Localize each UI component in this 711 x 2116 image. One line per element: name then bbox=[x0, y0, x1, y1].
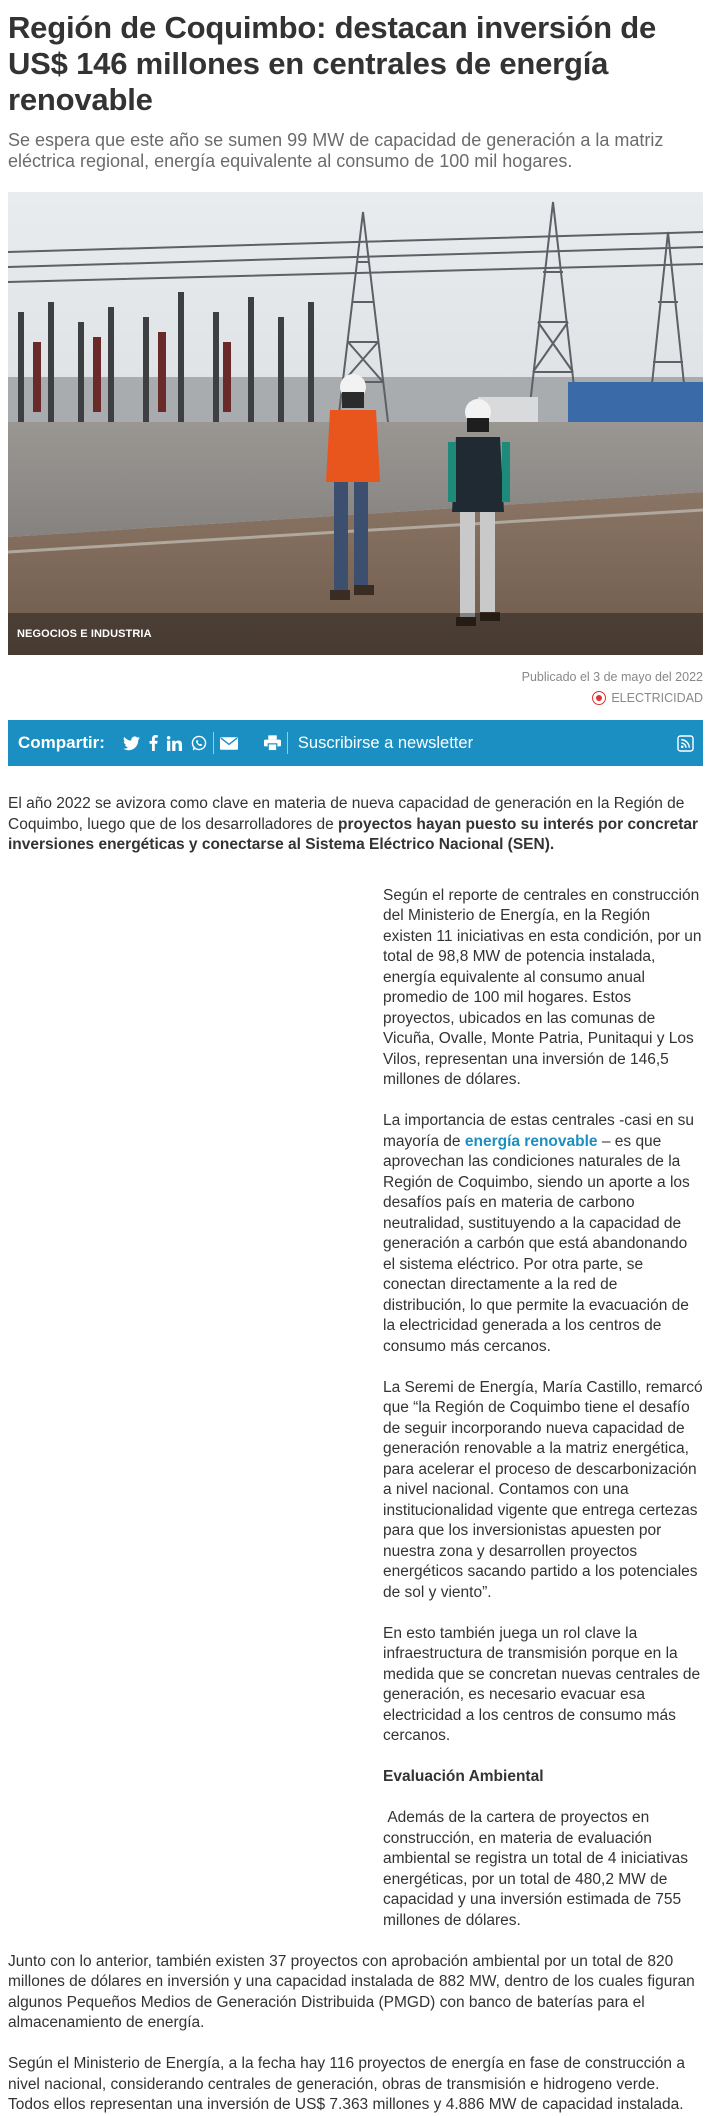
section-title: Evaluación Ambiental bbox=[383, 1768, 544, 1785]
email-icon[interactable] bbox=[220, 737, 238, 750]
share-bar bbox=[8, 720, 703, 766]
rss-icon[interactable] bbox=[678, 736, 693, 751]
paragraph-7: Según el Ministerio de Energía, a la fecha hay 116 proyectos de energía en fase de construcción a nivel nacional, considerando centrales de generación, obras de transmisión e hidrogeno verde. Todos ellos representan una inversión de US$ 7.363 millones y 4.886 MW de capacidad instalada. bbox=[8, 2055, 685, 2113]
paragraph-5: Además de la cartera de proyectos en construcción, en materia de evaluación ambiental se registra un total de 4 iniciativas energéticas, por un total de 480,2 MW de capacidad y una inversión estimada de 755 millones de dólares. bbox=[383, 1809, 693, 1929]
whatsapp-icon[interactable] bbox=[191, 735, 207, 751]
body-column bbox=[383, 886, 703, 1932]
lead-paragraph bbox=[8, 794, 703, 856]
image-caption: NEGOCIOS E INDUSTRIA bbox=[8, 613, 703, 655]
article-subtitle: Se espera que este año se sumen 99 MW de capacidad de generación a la matriz eléctrica regional, energía equivalente al consumo de 100 mil hogares. bbox=[8, 130, 664, 171]
paragraph-6: Junto con lo anterior, también existen 37 proyectos con aprobación ambiental por un total de 820 millones de dólares en inversión y una capacidad instalada de 882 MW, dentro de los cuales figuran algunos Pequeños Medios de Generación Distribuida (PMGD) con banco de baterías para el almacenamiento de energía. bbox=[8, 1952, 695, 2031]
newsletter-separator bbox=[287, 732, 288, 754]
hero-image bbox=[8, 192, 703, 655]
share-icons bbox=[123, 735, 207, 751]
paragraph-3-quote: La Seremi de Energía, María Castillo, remarcó que “la Región de Coquimbo tiene el desafío de seguir incorporando nueva capacidad de generación renovable a la matriz energética, para acelerar el proceso de descarbonización a nivel nacional. Contamos con una institucionalidad vigente que entrega certezas para que los inversionistas apuesten por nuestra zona y desarrollen proyectos energéticos sacando partido a los potenciales de sol y viento”. bbox=[383, 1378, 703, 1601]
paragraph-2-start: La importancia de estas centrales -casi en su mayoría de bbox=[383, 1112, 695, 1150]
category-tag[interactable] bbox=[8, 690, 703, 706]
print-icon[interactable] bbox=[264, 735, 281, 751]
newsletter-link[interactable]: Suscribirse a newsletter bbox=[297, 733, 474, 752]
article-meta bbox=[8, 669, 703, 706]
paragraph-4: En esto también juega un rol clave la infraestructura de transmisión porque en la medida que se concretan nuevas centrales de generación, es necesario evacuar esa electricidad a los centros de consumo más cercanos. bbox=[383, 1624, 701, 1744]
utility-icons bbox=[220, 735, 281, 751]
renewable-energy-link[interactable]: energía renovable bbox=[464, 1132, 598, 1150]
paragraph-2 bbox=[383, 1111, 703, 1357]
article-title: Región de Coquimbo: destacan inversión de US$ 146 millones en centrales de energía renovable bbox=[8, 10, 657, 117]
category-label: ELECTRICIDAD bbox=[611, 691, 703, 705]
share-separator bbox=[213, 732, 214, 754]
share-label: Compartir: bbox=[18, 733, 105, 752]
lead-bold-text: proyectos hayan puesto su interés por concretar inversiones energéticas y conectarse al Sistema Eléctrico Nacional (SEN). bbox=[8, 815, 699, 853]
lead-text: El año 2022 se avizora como clave en materia de nueva capacidad de generación en la Región de Coquimbo, luego que de los desarrolladores de bbox=[8, 795, 685, 833]
body-full-width bbox=[8, 1952, 703, 2116]
paragraph-2-end: – es que aprovechan las condiciones naturales de la Región de Coquimbo, siendo un aporte a los desafíos país en materia de carbono neutralidad, sustituyendo a la capacidad de generación a carbón que está abandonando el sistema eléctrico. Por otra parte, se conectan directamente a la red de distribución, lo que permite la evacuación de la electricidad generada a los centros de consumo más cercanos. bbox=[383, 1132, 690, 1355]
linkedin-icon[interactable] bbox=[167, 736, 182, 751]
substation-photo bbox=[8, 192, 703, 655]
publish-date: Publicado el 3 de mayo del 2022 bbox=[521, 670, 703, 684]
facebook-icon[interactable] bbox=[149, 735, 158, 751]
category-icon bbox=[592, 691, 606, 705]
paragraph-1: Según el reporte de centrales en construcción del Ministerio de Energía, en la Región existen 11 iniciativas en esta condición, por un total de 98,8 MW de potencia instalada, energía equivalente al consumo anual promedio de 100 mil hogares. Estos proyectos, ubicados en las comunas de Vicuña, Ovalle, Monte Patria, Punitaqui y Los Vilos, representan una inversión de 146,5 millones de dólares. bbox=[383, 886, 702, 1088]
twitter-icon[interactable] bbox=[123, 736, 140, 751]
